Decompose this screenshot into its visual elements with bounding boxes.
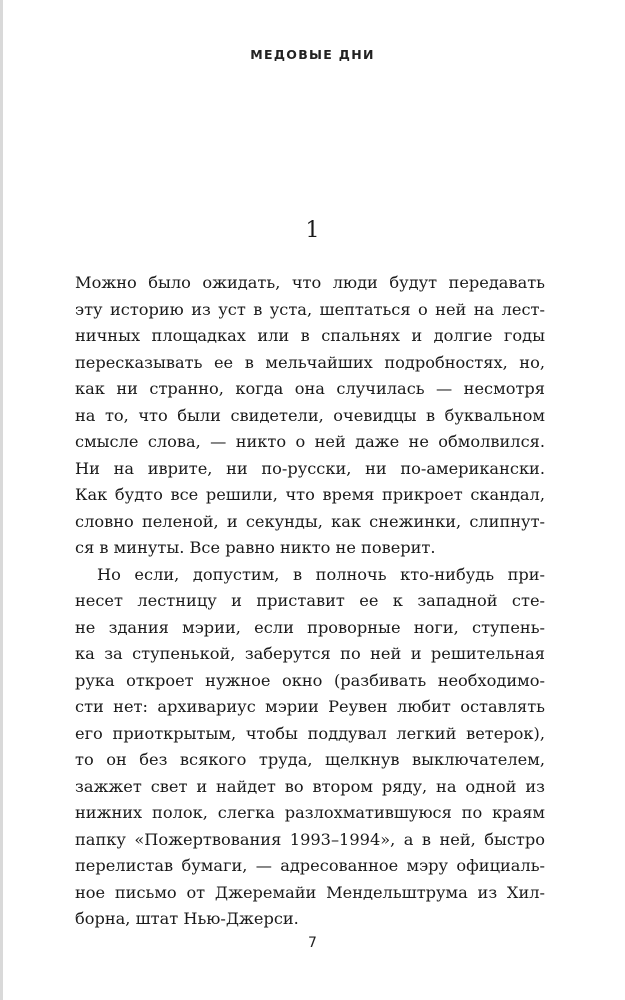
text-line: Как будто все решили, что время прикроет скандал,	[75, 485, 545, 504]
text-line: ничных площадках или в спальнях и долгие годы	[75, 326, 545, 345]
paragraph-1	[75, 270, 545, 562]
text-line: нижних полок, слегка разлохматившуюся по краям	[75, 803, 545, 822]
text-line: ное письмо от Джеремайи Мендельштрума из Хил-	[75, 882, 545, 902]
text-line: несет лестницу и приставит ее к западной сте-	[75, 591, 545, 610]
text-line: как ни странно, когда она случилась — несмотря	[75, 379, 545, 398]
text-line: его приоткрытым, чтобы поддувал легкий ветерок),	[75, 723, 545, 743]
text-line: Но если, допустим, в полночь кто-нибудь при-	[97, 564, 545, 584]
text-line: зажжет свет и найдет во втором ряду, на одной из	[75, 776, 545, 796]
page-edge	[0, 0, 3, 1000]
body-text	[75, 270, 545, 933]
text-line: словно пеленой, и секунды, как снежинки, слипнут-	[75, 511, 545, 531]
text-line: не здания мэрии, если проворные ноги, ступень-	[75, 617, 545, 637]
text-line: то он без всякого труда, щелкнув выключателем,	[75, 750, 545, 769]
text-line: ка за ступенькой, заберутся по ней и решительная	[75, 644, 545, 663]
text-line: борна, штат Нью-Джерси.	[75, 909, 299, 928]
page-number: 7	[308, 935, 317, 951]
text-line: на то, что были свидетели, очевидцы в буквальном	[75, 405, 545, 425]
text-line: эту историю из уст в уста, шептаться о ней на лест-	[75, 299, 545, 319]
running-head: МЕДОВЫЕ ДНИ	[250, 47, 375, 62]
text-line: сти нет: архивариус мэрии Реувен любит оставлять	[75, 697, 545, 716]
text-line: пересказывать ее в мельчайших подробностях, но,	[75, 352, 545, 372]
text-line: Ни на иврите, ни по-русски, ни по-американски.	[75, 458, 545, 478]
text-line: папку «Пожертвования 1993–1994», а в ней, быстро	[75, 829, 545, 849]
text-line: смысле слова, — никто о ней даже не обмолвился.	[75, 432, 545, 451]
text-line: ся в минуты. Все равно никто не поверит.	[75, 538, 436, 557]
paragraph-2	[75, 562, 545, 933]
text-line: рука откроет нужное окно (разбивать необходимо-	[75, 670, 545, 690]
text-line: Можно было ожидать, что люди будут передавать	[75, 273, 545, 292]
text-line: перелистав бумаги, — адресованное мэру официаль-	[75, 856, 545, 875]
chapter-number: 1	[305, 218, 320, 243]
